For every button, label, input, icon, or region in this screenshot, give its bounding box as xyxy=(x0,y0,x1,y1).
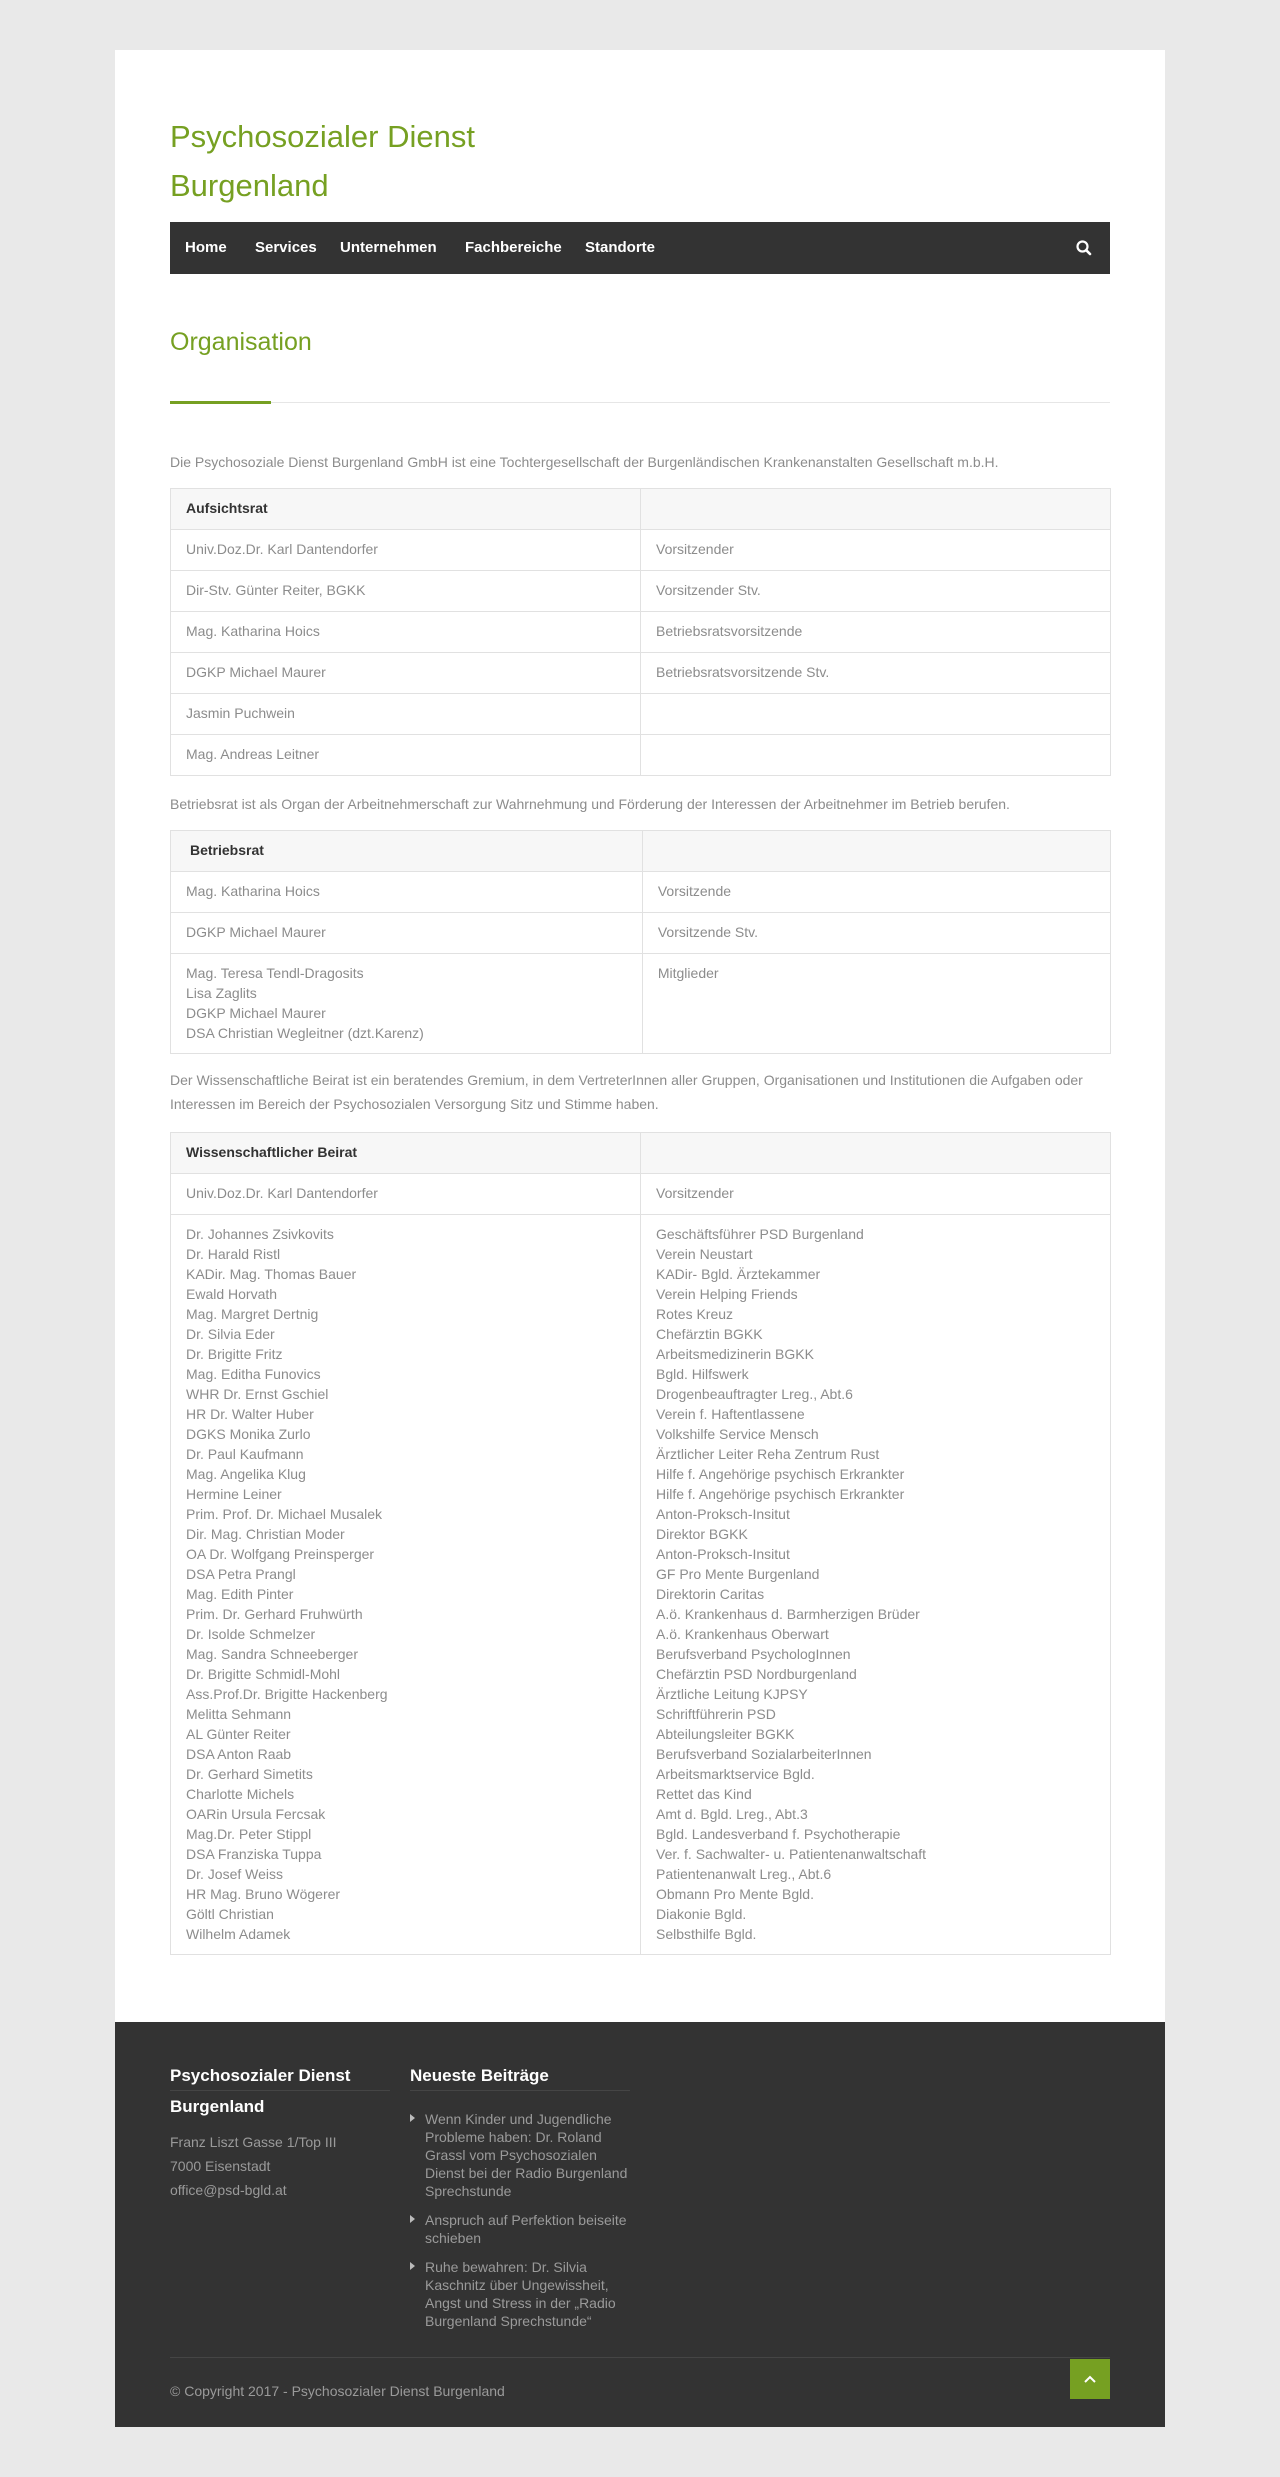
member-name: Hermine Leiner xyxy=(186,1486,282,1502)
heading-divider xyxy=(170,402,1110,403)
member-name: OA Dr. Wolfgang Preinsperger xyxy=(186,1546,375,1562)
member-organisation: Bgld. Hilfswerk xyxy=(656,1366,749,1382)
table-row xyxy=(171,694,1111,735)
member-name: HR Dr. Walter Huber xyxy=(186,1406,314,1422)
footer-address-city: 7000 Eisenstadt xyxy=(170,2158,271,2174)
member-organisation: Patientenanwalt Lreg., Abt.6 xyxy=(656,1866,832,1882)
member-organisation: A.ö. Krankenhaus d. Barmherzigen Brüder xyxy=(656,1606,920,1622)
member-organisation: KADir- Bgld. Ärztekammer xyxy=(656,1266,821,1282)
member-name: DSA Anton Raab xyxy=(186,1746,292,1762)
footer-email-link[interactable]: office@psd-bgld.at xyxy=(170,2182,287,2198)
table-header-row xyxy=(171,831,1111,872)
member-organisation: Hilfe f. Angehörige psychisch Erkrankter xyxy=(656,1486,905,1502)
member-name: Dr. Paul Kaufmann xyxy=(186,1446,304,1462)
aufsichtsrat-table xyxy=(170,488,1111,776)
member-organisation: Arbeitsmarktservice Bgld. xyxy=(656,1766,815,1782)
member-role: Mitglieder xyxy=(642,954,1110,1054)
member-name: Charlotte Michels xyxy=(186,1786,295,1802)
member-organisation: Ärztlicher Leiter Reha Zentrum Rust xyxy=(656,1446,880,1462)
member-role: Betriebsratsvorsitzende Stv. xyxy=(641,653,1111,694)
member-name: Dr. Harald Ristl xyxy=(186,1246,281,1262)
site-title[interactable]: Psychosozialer Dienst Burgenland xyxy=(170,119,475,203)
member-organisation: Diakonie Bgld. xyxy=(656,1906,747,1922)
nav-item-services[interactable]: Services xyxy=(255,239,317,256)
beirat-names-list xyxy=(171,1215,641,1955)
beirat-orgs-list xyxy=(641,1215,1111,1955)
footer-contact xyxy=(170,2130,337,2202)
member-role: Vorsitzender xyxy=(641,530,1111,571)
footer-divider xyxy=(170,2357,1110,2358)
member-name: Dr. Johannes Zsivkovits xyxy=(186,1226,334,1242)
table-header-cell: Aufsichtsrat xyxy=(171,489,641,530)
table-row xyxy=(171,530,1111,571)
chevron-up-icon xyxy=(1070,2359,1110,2399)
beirat-intro-text: Der Wissenschaftliche Beirat ist ein beratendes Gremium, in dem VertreterInnen aller Gruppen, Organisationen und Institutionen die Aufgaben oder Interessen im Bereich der Psychosozialen Versorgung Sitz und Stimme haben. xyxy=(170,1072,1083,1112)
recent-post-link[interactable] xyxy=(410,2258,630,2330)
member-name: Wilhelm Adamek xyxy=(186,1926,291,1942)
member-organisation: Rotes Kreuz xyxy=(656,1306,734,1322)
heading-accent-bar xyxy=(170,401,271,404)
table-row xyxy=(171,653,1111,694)
member-organisation: Anton-Proksch-Insitut xyxy=(656,1546,790,1562)
member-name: Dir-Stv. Günter Reiter, BGKK xyxy=(171,571,641,612)
footer-posts-title: Neueste Beiträge xyxy=(410,2066,549,2085)
table-row xyxy=(171,735,1111,776)
member-organisation: Geschäftsführer PSD Burgenland xyxy=(656,1226,864,1242)
member-role: Betriebsratsvorsitzende xyxy=(641,612,1111,653)
member-name: DGKS Monika Zurlo xyxy=(186,1426,311,1442)
member-name: Mag. Margret Dertnig xyxy=(186,1306,319,1322)
table-row xyxy=(171,913,1111,954)
member-name: Mag.Dr. Peter Stippl xyxy=(186,1826,312,1842)
betriebsrat-intro-text: Betriebsrat ist als Organ der Arbeitnehmerschaft zur Wahrnehmung und Förderung der Interessen der Arbeitnehmer im Betrieb berufen. xyxy=(170,796,1010,812)
table-header-cell-empty xyxy=(642,831,1110,872)
member-name: DSA Christian Wegleitner (dzt.Karenz) xyxy=(186,1025,424,1041)
table-row xyxy=(171,612,1111,653)
back-to-top-button[interactable] xyxy=(1070,2359,1110,2399)
member-organisation: Volkshilfe Service Mensch xyxy=(656,1426,819,1442)
member-role: Vorsitzender Stv. xyxy=(641,571,1111,612)
table-header-cell: Wissenschaftlicher Beirat xyxy=(171,1133,641,1174)
members-list xyxy=(171,954,643,1054)
member-name: AL Günter Reiter xyxy=(186,1726,291,1742)
recent-post-link[interactable] xyxy=(410,2211,630,2247)
table-header-cell-empty xyxy=(641,1133,1111,1174)
member-role xyxy=(641,735,1111,776)
member-organisation: Drogenbeauftragter Lreg., Abt.6 xyxy=(656,1386,853,1402)
member-name: Univ.Doz.Dr. Karl Dantendorfer xyxy=(171,1174,641,1215)
member-name: Dr. Silvia Eder xyxy=(186,1326,275,1342)
page-title: Organisation xyxy=(170,328,312,356)
table-row xyxy=(171,872,1111,913)
site-footer xyxy=(115,2022,1165,2427)
main-navigation xyxy=(170,222,1110,274)
member-name: Ass.Prof.Dr. Brigitte Hackenberg xyxy=(186,1686,388,1702)
footer-address-street: Franz Liszt Gasse 1/Top III xyxy=(170,2134,337,2150)
caret-right-icon xyxy=(410,2215,415,2223)
member-organisation: Verein Neustart xyxy=(656,1246,753,1262)
page-container xyxy=(115,50,1165,2022)
betriebsrat-table xyxy=(170,830,1111,1054)
member-organisation: Berufsverband PsychologInnen xyxy=(656,1646,851,1662)
nav-item-home[interactable]: Home xyxy=(185,239,227,256)
member-organisation: Direktor BGKK xyxy=(656,1526,748,1542)
member-name: Göltl Christian xyxy=(186,1906,274,1922)
member-name: Ewald Horvath xyxy=(186,1286,278,1302)
member-organisation: Anton-Proksch-Insitut xyxy=(656,1506,790,1522)
footer-title-divider xyxy=(410,2090,630,2091)
member-name: Dr. Isolde Schmelzer xyxy=(186,1626,316,1642)
nav-item-standorte[interactable]: Standorte xyxy=(585,239,656,256)
member-name: Melitta Sehmann xyxy=(186,1706,292,1722)
table-header-row xyxy=(171,1133,1111,1174)
nav-item-unternehmen[interactable]: Unternehmen xyxy=(340,239,437,256)
member-name: Mag. Edith Pinter xyxy=(186,1586,294,1602)
member-role: Vorsitzender xyxy=(641,1174,1111,1215)
beirat-table xyxy=(170,1132,1111,1955)
table-row xyxy=(171,1215,1111,1955)
recent-post-link[interactable] xyxy=(410,2110,630,2200)
copyright-text: © Copyright 2017 - Psychosozialer Dienst Burgenland xyxy=(170,2383,505,2399)
member-name: WHR Dr. Ernst Gschiel xyxy=(186,1386,329,1402)
member-organisation: Rettet das Kind xyxy=(656,1786,752,1802)
table-row xyxy=(171,571,1111,612)
member-organisation: Berufsverband SozialarbeiterInnen xyxy=(656,1746,872,1762)
search-icon[interactable] xyxy=(1074,238,1094,258)
member-organisation: Hilfe f. Angehörige psychisch Erkrankter xyxy=(656,1466,905,1482)
member-name: OARin Ursula Fercsak xyxy=(186,1806,326,1822)
member-role xyxy=(641,694,1111,735)
member-organisation: Selbsthilfe Bgld. xyxy=(656,1926,757,1942)
table-header-row xyxy=(171,489,1111,530)
caret-right-icon xyxy=(410,2114,415,2122)
member-name: Dr. Brigitte Fritz xyxy=(186,1346,283,1362)
member-name: Prim. Prof. Dr. Michael Musalek xyxy=(186,1506,383,1522)
table-row xyxy=(171,954,1111,1054)
member-organisation: A.ö. Krankenhaus Oberwart xyxy=(656,1626,829,1642)
table-row xyxy=(171,1174,1111,1215)
caret-right-icon xyxy=(410,2262,415,2270)
member-organisation: Verein f. Haftentlassene xyxy=(656,1406,805,1422)
member-organisation: Arbeitsmedizinerin BGKK xyxy=(656,1346,814,1362)
member-name: KADir. Mag. Thomas Bauer xyxy=(186,1266,357,1282)
member-name: Prim. Dr. Gerhard Fruhwürth xyxy=(186,1606,363,1622)
member-name: Mag. Katharina Hoics xyxy=(171,612,641,653)
member-organisation: Direktorin Caritas xyxy=(656,1586,765,1602)
member-name: Mag. Angelika Klug xyxy=(186,1466,306,1482)
member-name: DGKP Michael Maurer xyxy=(171,913,643,954)
member-name: DSA Petra Prangl xyxy=(186,1566,296,1582)
member-organisation: Ärztliche Leitung KJPSY xyxy=(656,1686,808,1702)
member-organisation: GF Pro Mente Burgenland xyxy=(656,1566,820,1582)
member-role: Vorsitzende Stv. xyxy=(642,913,1110,954)
member-name: Mag. Andreas Leitner xyxy=(171,735,641,776)
recent-post-title: Wenn Kinder und Jugendliche Probleme haben: Dr. Roland Grassl vom Psychosozialen Dienst bei der Radio Burgenland Sprechstunde xyxy=(425,2111,628,2199)
recent-posts-list xyxy=(410,2110,630,2341)
nav-item-fachbereiche[interactable]: Fachbereiche xyxy=(465,239,562,256)
member-name: Jasmin Puchwein xyxy=(171,694,641,735)
member-name: HR Mag. Bruno Wögerer xyxy=(186,1886,341,1902)
member-name: Lisa Zaglits xyxy=(186,985,257,1001)
member-name: Univ.Doz.Dr. Karl Dantendorfer xyxy=(171,530,641,571)
table-header-cell: Betriebsrat xyxy=(171,831,643,872)
member-organisation: Ver. f. Sachwalter- u. Patientenanwaltschaft xyxy=(656,1846,927,1862)
member-name: Mag. Katharina Hoics xyxy=(171,872,643,913)
recent-post-title: Ruhe bewahren: Dr. Silvia Kaschnitz über Ungewissheit, Angst und Stress in der „Radio Burgenland Sprechstunde“ xyxy=(425,2259,616,2329)
member-name: DSA Franziska Tuppa xyxy=(186,1846,322,1862)
member-organisation: Amt d. Bgld. Lreg., Abt.3 xyxy=(656,1806,808,1822)
table-header-cell-empty xyxy=(641,489,1111,530)
member-organisation: Obmann Pro Mente Bgld. xyxy=(656,1886,814,1902)
member-organisation: Verein Helping Friends xyxy=(656,1286,798,1302)
recent-post-title: Anspruch auf Perfektion beiseite schieben xyxy=(425,2212,627,2246)
member-name: Mag. Editha Funovics xyxy=(186,1366,321,1382)
member-name: Mag. Sandra Schneeberger xyxy=(186,1646,358,1662)
member-name: Dr. Josef Weiss xyxy=(186,1866,283,1882)
footer-about-title: Psychosozialer Dienst Burgenland xyxy=(170,2066,351,2116)
footer-title-divider xyxy=(170,2090,390,2091)
member-organisation: Abteilungsleiter BGKK xyxy=(656,1726,795,1742)
member-role: Vorsitzende xyxy=(642,872,1110,913)
member-name: DGKP Michael Maurer xyxy=(186,1005,326,1021)
member-name: Dr. Gerhard Simetits xyxy=(186,1766,313,1782)
member-organisation: Chefärztin PSD Nordburgenland xyxy=(656,1666,857,1682)
member-name: Dr. Brigitte Schmidl-Mohl xyxy=(186,1666,341,1682)
member-organisation: Schriftführerin PSD xyxy=(656,1706,776,1722)
member-name: DGKP Michael Maurer xyxy=(171,653,641,694)
member-name: Dir. Mag. Christian Moder xyxy=(186,1526,345,1542)
member-organisation: Chefärztin BGKK xyxy=(656,1326,763,1342)
member-organisation: Bgld. Landesverband f. Psychotherapie xyxy=(656,1826,901,1842)
member-name: Mag. Teresa Tendl-Dragosits xyxy=(186,965,364,981)
company-intro-text: Die Psychosoziale Dienst Burgenland GmbH ist eine Tochtergesellschaft der Burgenländischen Krankenanstalten Gesellschaft m.b.H. xyxy=(170,454,999,470)
